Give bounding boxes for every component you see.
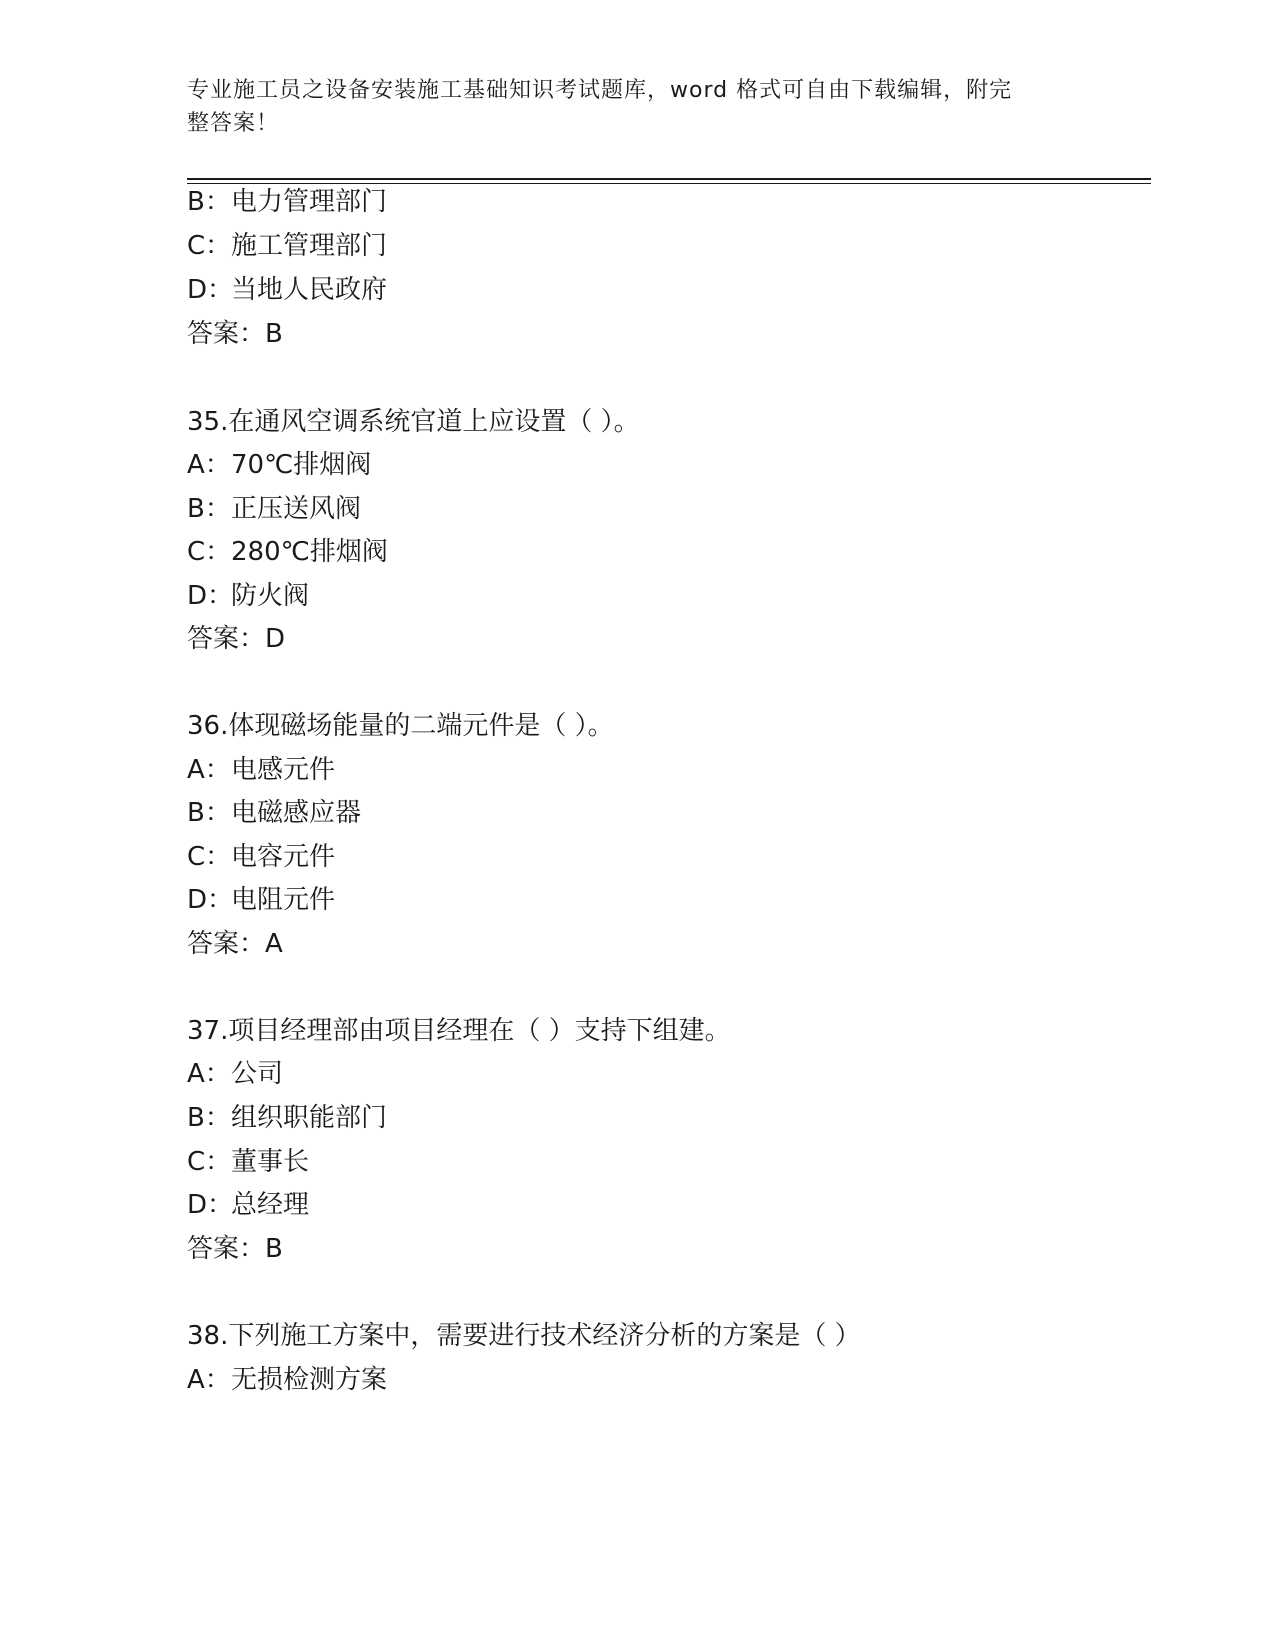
option-label: A： <box>187 1365 231 1395</box>
option-d <box>187 580 309 612</box>
option-d <box>187 1189 309 1221</box>
answer-value: A <box>265 929 283 959</box>
answer-line <box>187 1233 283 1265</box>
question-text: 下列施工方案中，需要进行技术经济分析的方案是（ ） <box>228 1321 861 1351</box>
option-text: 电磁感应器 <box>231 798 362 828</box>
question-number: 38. <box>187 1321 229 1351</box>
question-number: 35. <box>187 407 229 437</box>
question-text: 项目经理部由项目经理在（ ）支持下组建。 <box>228 1016 731 1046</box>
question-37 <box>187 1015 731 1047</box>
question-text: 体现磁场能量的二端元件是（ ）。 <box>228 711 614 741</box>
option-a <box>187 449 371 481</box>
option-label: B： <box>187 1103 231 1133</box>
answer-value: D <box>265 624 286 654</box>
answer-label: 答案： <box>187 929 266 959</box>
answer-label: 答案： <box>187 319 266 349</box>
answer-line <box>187 928 283 960</box>
answer-value: B <box>265 319 283 349</box>
option-label: D： <box>187 885 234 915</box>
option-text: 70℃排烟阀 <box>231 450 372 480</box>
option-label: A： <box>187 1059 231 1089</box>
option-c <box>187 841 335 873</box>
option-text: 电容元件 <box>231 842 336 872</box>
header-divider-thick <box>187 178 1151 180</box>
option-text: 无损检测方案 <box>231 1365 388 1395</box>
option-text: 董事长 <box>231 1147 310 1177</box>
answer-label: 答案： <box>187 1234 266 1264</box>
option-d <box>187 884 335 916</box>
question-36 <box>187 710 614 742</box>
option-text: 电感元件 <box>231 755 336 785</box>
option-label: C： <box>187 1147 232 1177</box>
option-label: B： <box>187 494 231 524</box>
question-number: 36. <box>187 711 229 741</box>
option-label: D： <box>187 581 234 611</box>
question-35 <box>187 406 640 438</box>
option-label: C： <box>187 231 232 261</box>
option-c <box>187 230 387 262</box>
option-b <box>187 797 361 829</box>
option-d <box>187 274 387 306</box>
question-38 <box>187 1320 861 1352</box>
option-label: B： <box>187 187 231 217</box>
option-text: 组织职能部门 <box>231 1103 388 1133</box>
option-b <box>187 493 361 525</box>
option-label: C： <box>187 537 232 567</box>
option-b <box>187 1102 387 1134</box>
option-text: 总经理 <box>231 1190 310 1220</box>
answer-line <box>187 623 285 655</box>
header-line-1: 专业施工员之设备安装施工基础知识考试题库，word 格式可自由下载编辑，附完 <box>187 78 1013 103</box>
document-header <box>187 74 1067 140</box>
option-a <box>187 1364 387 1396</box>
option-a <box>187 1058 283 1090</box>
option-label: C： <box>187 842 232 872</box>
question-number: 37. <box>187 1016 229 1046</box>
option-text: 电阻元件 <box>231 885 336 915</box>
option-c <box>187 1146 309 1178</box>
option-label: A： <box>187 755 231 785</box>
header-divider-thin <box>187 183 1151 184</box>
option-text: 防火阀 <box>231 581 310 611</box>
option-a <box>187 754 335 786</box>
option-text: 公司 <box>231 1059 284 1089</box>
option-label: B： <box>187 798 231 828</box>
header-line-2: 整答案！ <box>187 111 280 136</box>
option-label: D： <box>187 275 234 305</box>
option-text: 当地人民政府 <box>231 275 388 305</box>
question-text: 在通风空调系统官道上应设置（ ）。 <box>228 407 640 437</box>
option-text: 280℃排烟阀 <box>231 537 388 567</box>
option-label: A： <box>187 450 231 480</box>
option-label: D： <box>187 1190 234 1220</box>
option-b <box>187 186 387 218</box>
answer-value: B <box>265 1234 283 1264</box>
option-text: 正压送风阀 <box>231 494 362 524</box>
answer-line <box>187 318 283 350</box>
answer-label: 答案： <box>187 624 266 654</box>
option-c <box>187 536 388 568</box>
option-text: 电力管理部门 <box>231 187 388 217</box>
option-text: 施工管理部门 <box>231 231 388 261</box>
